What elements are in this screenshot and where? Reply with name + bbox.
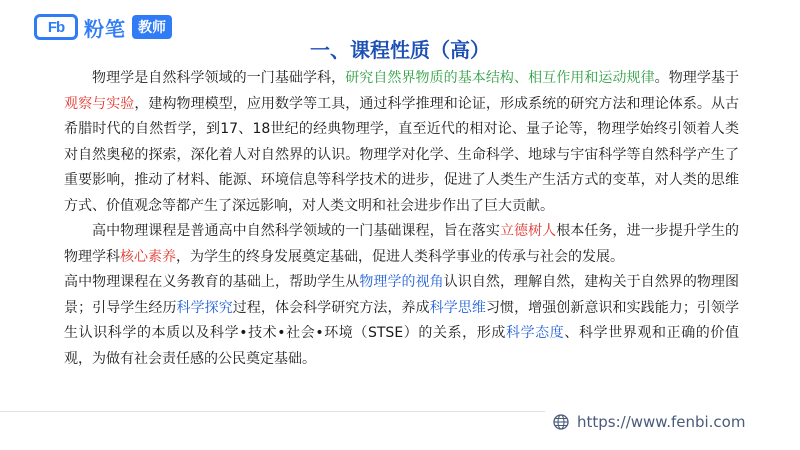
text-span: 高中物理课程在义务教育的基础上，帮助学生从: [64, 274, 360, 290]
text-span: 习惯，增强创新意识和实践能力；引领学生认识科学的本质以及科学•技术•社会•环境（STSE）的关系，形成: [64, 299, 740, 341]
body-text: [64, 66, 739, 372]
highlight-green: 研究自然界物质的基本结构、相互作用和运动规律: [345, 70, 655, 86]
paragraph: [64, 270, 739, 372]
text-span: 高中物理课程是普通高中自然科学领域的一门基础课程，旨在落实: [92, 223, 500, 239]
text-span: 认识自然，理解自然，建构关于自然界的物理图景；引导学生经历: [64, 274, 740, 316]
footer: [553, 413, 745, 431]
highlight-blue: 物理学的视角: [359, 274, 444, 290]
text-span: 过程，体会科学研究方法，养成: [232, 299, 430, 316]
footer-divider: [0, 411, 545, 412]
brand-name: 粉笔: [84, 16, 126, 41]
highlight-blue: 科学态度: [505, 325, 565, 341]
brand-badge: 教师: [132, 15, 172, 39]
site-url[interactable]: https://www.fenbi.com: [577, 413, 746, 431]
text-span: 根本任务，进一步提升学生的物理学科: [64, 223, 740, 265]
text-span: 。物理学基于: [654, 70, 740, 86]
page-title: 一、课程性质（高）: [310, 38, 490, 62]
paragraph: [64, 219, 739, 270]
fenbi-logo-mark: Fb: [34, 14, 78, 40]
text-span: ，为学生的终身发展奠定基础，促进人类科学事业的传承与社会的发展。: [176, 248, 624, 265]
paragraph: [64, 66, 739, 219]
text-span: ，建构物理模型，应用数学等工具，通过科学推理和论证，形成系统的研究方法和理论体系。从古希腊时代的自然哲学，到17、18世纪的经典物理学，直至近代的相对论、量子论等，物理学始终引领着人类对自然奥秘的探索，深化着人对自然界的认识。物理学对化学、生命科学、地球与宇宙科学等自然科学产生了重要影响，推动了材料、能源、环境信息等科学技术的进步，促进了人类生产生活方式的变革，对人类的思维方式、价值观念等都产生了深远影响，对人类文明和社会进步作出了巨大贡献。: [64, 95, 740, 214]
highlight-red: 立德树人: [499, 223, 557, 239]
text-span: 、科学世界观和正确的价值观，为做有社会责任感的公民奠定基础。: [64, 325, 740, 367]
globe-icon: [553, 414, 569, 430]
highlight-blue: 科学思维: [429, 299, 486, 316]
highlight-red: 观察与实验: [64, 95, 135, 112]
highlight-blue: 科学探究: [176, 299, 233, 316]
text-span: 物理学是自然科学领域的一门基础学科，: [92, 70, 346, 86]
highlight-red: 核心素养: [120, 248, 176, 265]
